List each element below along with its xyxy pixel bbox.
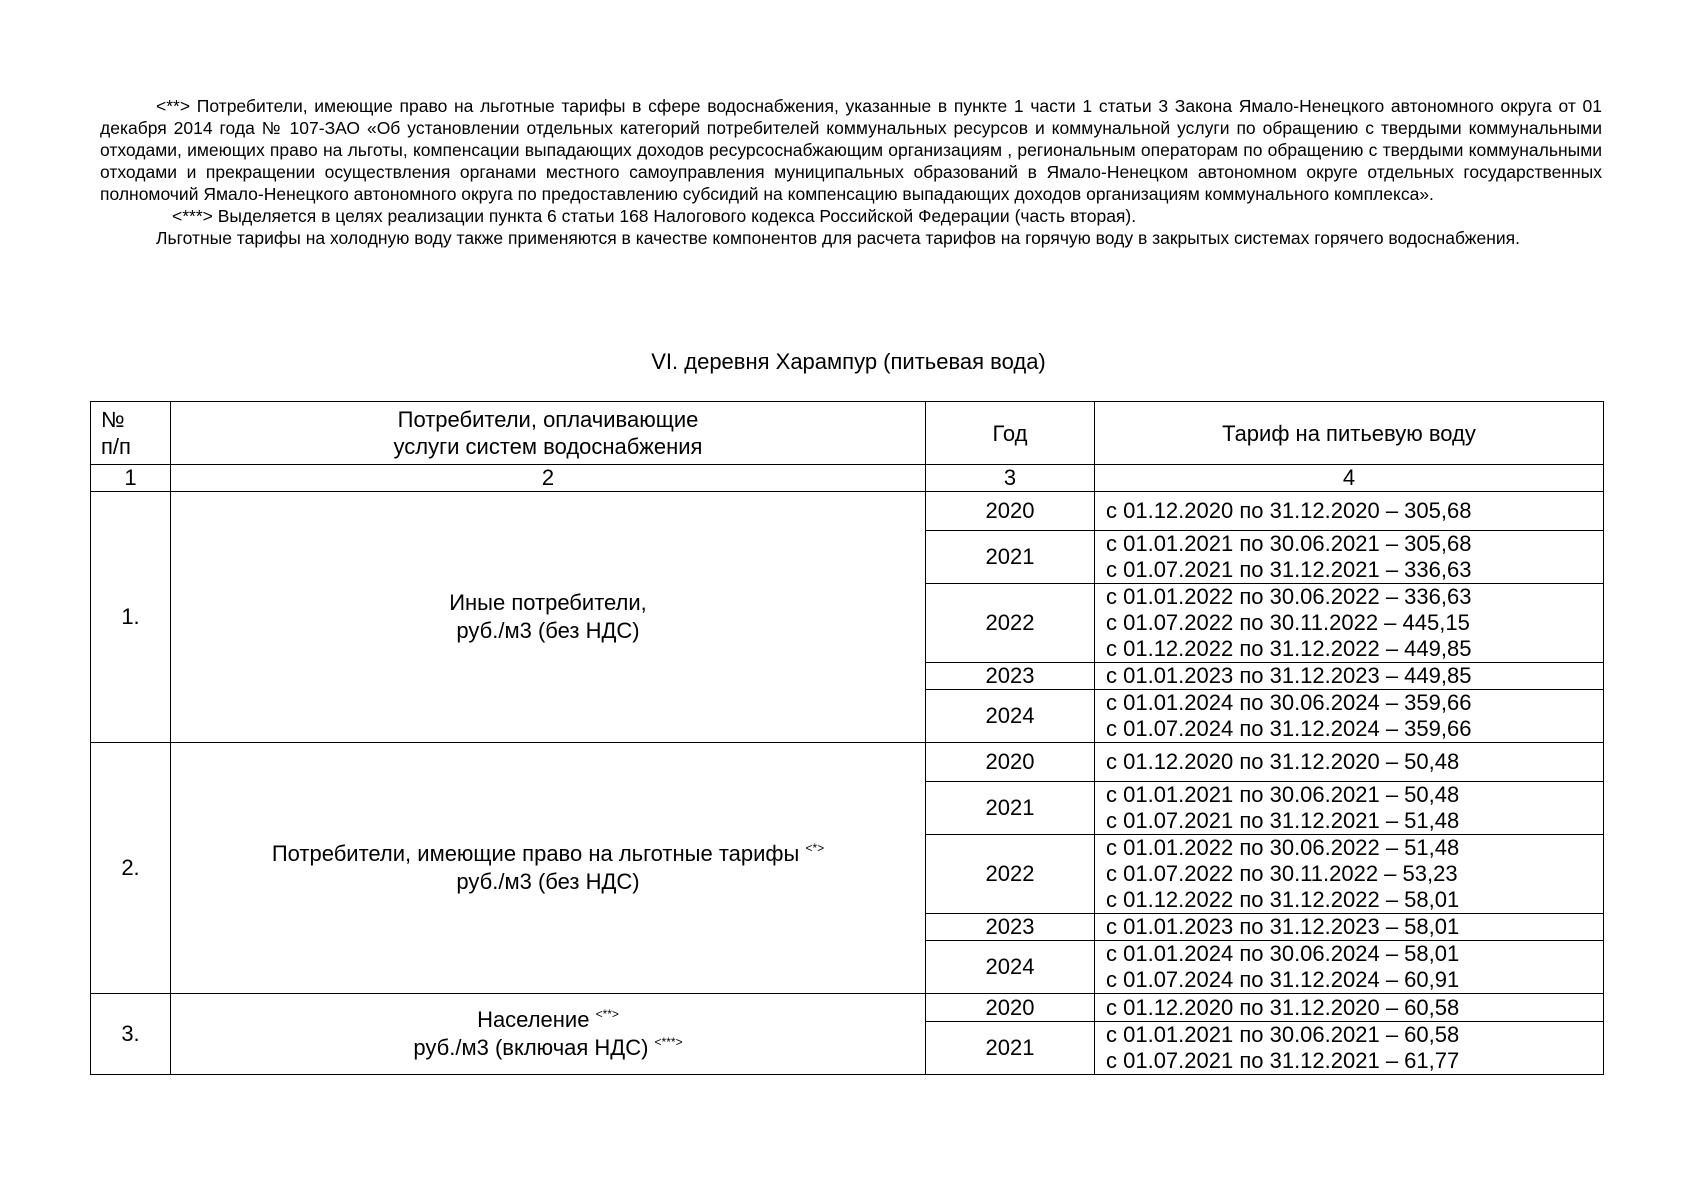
- consumer-group-text: Потребители, имеющие право на льготные тарифы: [271, 841, 800, 866]
- tariff-period: с 01.01.2021 по 30.06.2021 – 305,68: [1106, 531, 1472, 556]
- footnote-marker: <***>: [654, 1035, 683, 1049]
- tariff-period: с 01.01.2021 по 30.06.2021 – 50,48: [1106, 782, 1460, 807]
- tariff-period: с 01.07.2022 по 30.11.2022 – 53,23: [1106, 861, 1458, 886]
- tariff-cell: [1095, 743, 1604, 782]
- tariff-cell: [1095, 531, 1604, 584]
- tariff-period: с 01.12.2020 по 31.12.2020 – 50,48: [1106, 749, 1460, 774]
- header-year: Год: [926, 402, 1095, 465]
- tariff-cell: [1095, 941, 1604, 994]
- table-row: [91, 492, 1604, 531]
- header-consumers: Потребители, оплачивающие услуги систем водоснабжения: [171, 402, 926, 465]
- year-cell: 2020: [926, 492, 1095, 531]
- tariff-cell: [1095, 835, 1604, 914]
- tariff-cell: [1095, 994, 1604, 1022]
- tariff-period: с 01.07.2021 по 31.12.2021 – 61,77: [1106, 1048, 1460, 1073]
- header-number: № п/п: [91, 402, 171, 465]
- tariff-period: с 01.12.2020 по 31.12.2020 – 60,58: [1106, 994, 1460, 1020]
- footnote-preferential-note: Льготные тарифы на холодную воду также применяются в качестве компонентов для расчета тарифов на горячую воду в закрытых системах горячего водоснабжения.: [156, 228, 1521, 248]
- table-row: [91, 994, 1604, 1022]
- consumer-group-text: руб./м3 (без НДС): [456, 618, 640, 643]
- row-number: 2.: [91, 743, 171, 994]
- tariff-period: с 01.01.2021 по 30.06.2021 – 60,58: [1106, 1022, 1460, 1047]
- consumer-group-text: руб./м3 (без НДС): [456, 869, 640, 894]
- tariff-period: с 01.07.2021 по 31.12.2021 – 336,63: [1106, 557, 1472, 582]
- consumer-group-text: руб./м3 (включая НДС): [413, 1035, 649, 1060]
- column-number-row: [91, 465, 1604, 492]
- tariff-period: с 01.07.2021 по 31.12.2021 – 51,48: [1106, 808, 1460, 833]
- year-cell: 2020: [926, 994, 1095, 1022]
- year-cell: 2023: [926, 663, 1095, 690]
- year-cell: 2021: [926, 1022, 1095, 1075]
- tariff-period: с 01.01.2023 по 31.12.2023 – 58,01: [1106, 914, 1460, 939]
- consumer-group-text: Иные потребители,: [449, 590, 647, 615]
- tariff-cell: [1095, 492, 1604, 531]
- tariff-period: с 01.12.2022 по 31.12.2022 – 58,01: [1106, 887, 1460, 912]
- row-number: 1.: [91, 492, 171, 743]
- consumer-group-name: [171, 743, 926, 994]
- tariff-period: с 01.07.2024 по 31.12.2024 – 60,91: [1106, 967, 1460, 992]
- year-cell: 2022: [926, 835, 1095, 914]
- footnotes: [100, 95, 1602, 249]
- tariff-period: с 01.01.2024 по 30.06.2024 – 359,66: [1106, 690, 1472, 715]
- footnote-double-star: <**> Потребители, имеющие право на льготные тарифы в сфере водоснабжения, указанные в пункте 1 части 1 статьи 3 Закона Ямало-Ненецкого автономного округа от 01 декабря 2014 года № 107-ЗАО «Об установлении отдельных категорий потребителей коммунальных ресурсов и коммунальной услуги по обращению с твердыми коммунальными отходами, имеющих право на льготы, компенсации выпадающих доходов ресурсоснабжающим организациям , региональным операторам по обращению с твердыми коммунальными отходами и прекращении осуществления органами местного самоуправления муниципальных образований в Ямало-Ненецком автономном округе отдельных государственных полномочий Ямало-Ненецкого автономного округа по предоставлению субсидий на компенсацию выпадающих доходов организациям коммунального комплекса».: [100, 96, 1602, 204]
- footnote-marker: <*>: [805, 841, 825, 855]
- tariff-period: с 01.01.2022 по 30.06.2022 – 336,63: [1106, 584, 1472, 609]
- table-row: [91, 743, 1604, 782]
- tariff-period: с 01.07.2024 по 31.12.2024 – 359,66: [1106, 716, 1472, 741]
- consumer-group-text: Население: [477, 1007, 590, 1032]
- year-cell: 2021: [926, 782, 1095, 835]
- year-cell: 2023: [926, 914, 1095, 941]
- year-cell: 2024: [926, 941, 1095, 994]
- year-cell: 2021: [926, 531, 1095, 584]
- consumer-group-name: [171, 994, 926, 1075]
- consumer-group-name: [171, 492, 926, 743]
- footnote-marker: <**>: [595, 1007, 619, 1021]
- column-number: 3: [926, 465, 1095, 492]
- year-cell: 2020: [926, 743, 1095, 782]
- tariff-period: с 01.07.2022 по 30.11.2022 – 445,15: [1106, 610, 1470, 635]
- tariff-cell: [1095, 914, 1604, 941]
- tariff-cell: [1095, 663, 1604, 690]
- row-number: 3.: [91, 994, 171, 1075]
- tariff-cell: [1095, 690, 1604, 743]
- section-title: VI. деревня Харампур (питьевая вода): [651, 349, 1046, 374]
- tariff-table: [90, 401, 1604, 1075]
- column-number: 1: [91, 465, 171, 492]
- tariff-cell: [1095, 1022, 1604, 1075]
- table-header-row: [91, 402, 1604, 465]
- tariff-period: с 01.01.2022 по 30.06.2022 – 51,48: [1106, 835, 1460, 860]
- tariff-period: с 01.01.2024 по 30.06.2024 – 58,01: [1106, 941, 1460, 966]
- tariff-cell: [1095, 584, 1604, 663]
- footnote-triple-star: <***> Выделяется в целях реализации пункта 6 статьи 168 Налогового кодекса Российской Федерации (часть вторая).: [172, 206, 1137, 226]
- column-number: 4: [1095, 465, 1604, 492]
- year-cell: 2024: [926, 690, 1095, 743]
- year-cell: 2022: [926, 584, 1095, 663]
- tariff-period: с 01.12.2022 по 31.12.2022 – 449,85: [1106, 636, 1472, 661]
- tariff-period: с 01.01.2023 по 31.12.2023 – 449,85: [1106, 663, 1472, 688]
- tariff-period: с 01.12.2020 по 31.12.2020 – 305,68: [1106, 498, 1472, 523]
- tariff-cell: [1095, 782, 1604, 835]
- column-number: 2: [171, 465, 926, 492]
- header-tariff: Тариф на питьевую воду: [1095, 402, 1604, 465]
